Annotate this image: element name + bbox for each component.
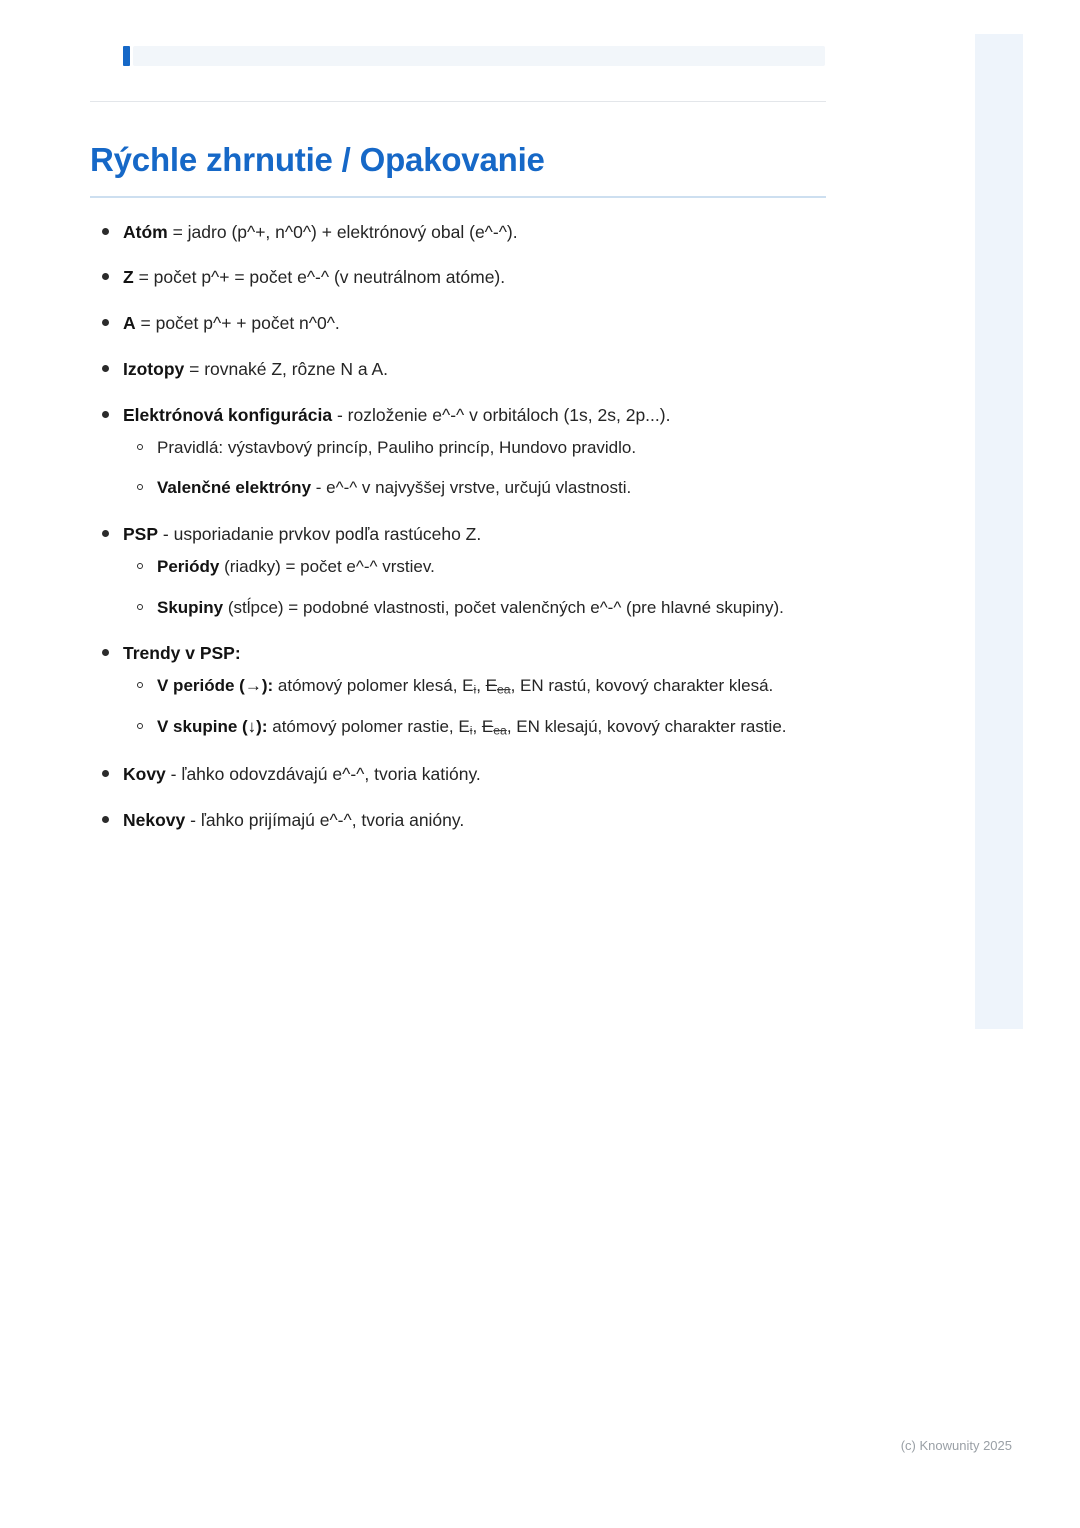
list-item-text: = rovnaké Z, rôzne N a A. xyxy=(184,359,389,380)
page-title: Rýchle zhrnutie / Opakovanie xyxy=(90,141,545,178)
sub-bullet-icon xyxy=(137,682,143,688)
bullet-icon xyxy=(102,273,109,280)
list-item xyxy=(90,762,826,787)
summary-list xyxy=(90,220,826,833)
list-item-lead: Nekovy xyxy=(123,809,186,830)
list-item-lead: Izotopy xyxy=(123,359,185,380)
list-item xyxy=(90,403,826,501)
list-item xyxy=(90,808,826,833)
sub-list-item-text: (riadky) = počet e^-^ vrstiev. xyxy=(219,556,435,576)
header-divider xyxy=(90,101,826,102)
list-item-lead: Kovy xyxy=(123,763,166,784)
sub-list xyxy=(123,436,826,501)
list-item-text: = počet p^+ + počet n^0^. xyxy=(135,313,340,334)
bullet-icon xyxy=(102,649,109,656)
sub-bullet-icon xyxy=(137,604,143,610)
sub-bullet-icon xyxy=(137,444,143,450)
sub-list-item xyxy=(123,555,826,580)
sub-list-item-text: atómový polomer klesá, Ei, Eea, EN rastú, kovový charakter klesá. xyxy=(273,676,774,697)
sub-list-item xyxy=(123,674,826,699)
list-item-lead: Trendy v PSP: xyxy=(123,643,241,664)
sub-list xyxy=(123,555,826,620)
list-item-lead: A xyxy=(123,313,136,334)
bullet-icon xyxy=(102,228,109,235)
list-item-text: - rozloženie e^-^ v orbitáloch (1s, 2s, 2p...). xyxy=(332,404,671,425)
list-item xyxy=(90,265,826,290)
list-item xyxy=(90,522,826,620)
list-item-lead: Z xyxy=(123,267,134,288)
sub-list-item xyxy=(123,476,826,501)
bullet-icon xyxy=(102,365,109,372)
sub-list-item-text: (stĺpce) = podobné vlastnosti, počet valenčných e^-^ (pre hlavné skupiny). xyxy=(223,597,784,617)
sub-list xyxy=(123,674,826,741)
list-item xyxy=(90,357,826,382)
sub-bullet-icon xyxy=(137,484,143,490)
sub-bullet-icon xyxy=(137,723,143,729)
sub-list-item-lead: Periódy xyxy=(157,556,220,576)
document-content xyxy=(90,140,826,854)
sub-list-item-text: Pravidlá: výstavbový princíp, Pauliho princíp, Hundovo pravidlo. xyxy=(157,437,637,457)
sub-list-item xyxy=(123,436,826,461)
list-item-lead: Atóm xyxy=(123,221,168,242)
sub-list-item-text: - e^-^ v najvyššej vrstve, určujú vlastnosti. xyxy=(311,478,632,498)
list-item-text: - ľahko prijímajú e^-^, tvoria anióny. xyxy=(185,809,465,830)
page-footer: (c) Knowunity 2025 xyxy=(900,1438,1012,1453)
list-item xyxy=(90,311,826,336)
sub-list-item-lead: V skupine (↓): xyxy=(157,717,268,737)
page-side-strip xyxy=(975,34,1023,1029)
bullet-icon xyxy=(102,816,109,823)
sub-list-item xyxy=(123,715,826,740)
sub-list-item-lead: Skupiny xyxy=(157,597,224,617)
list-item-lead: PSP xyxy=(123,524,159,545)
sub-list-item-lead: Valenčné elektróny xyxy=(157,478,312,498)
sub-list-item-lead: V perióde (→): xyxy=(157,676,274,696)
list-item xyxy=(90,220,826,245)
top-progress-track xyxy=(133,46,825,66)
list-item-text: = počet p^+ = počet e^-^ (v neutrálnom atóme). xyxy=(133,267,506,288)
bullet-icon xyxy=(102,770,109,777)
bullet-icon xyxy=(102,319,109,326)
top-progress-marker xyxy=(123,46,130,66)
sub-list-item-text: atómový polomer rastie, Ei, Eea, EN klesajú, kovový charakter rastie. xyxy=(267,717,787,739)
sub-bullet-icon xyxy=(137,563,143,569)
list-item xyxy=(90,641,826,741)
sub-list-item xyxy=(123,596,826,621)
list-item-text: - ľahko odovzdávajú e^-^, tvoria katióny. xyxy=(165,763,481,784)
list-item-lead: Elektrónová konfigurácia xyxy=(123,404,333,425)
title-underline xyxy=(90,196,826,198)
list-item-text: - usporiadanie prvkov podľa rastúceho Z. xyxy=(158,524,482,545)
bullet-icon xyxy=(102,411,109,418)
list-item-text: = jadro (p^+, n^0^) + elektrónový obal (e^-^). xyxy=(167,221,518,242)
bullet-icon xyxy=(102,530,109,537)
top-progress-bar xyxy=(123,46,825,66)
